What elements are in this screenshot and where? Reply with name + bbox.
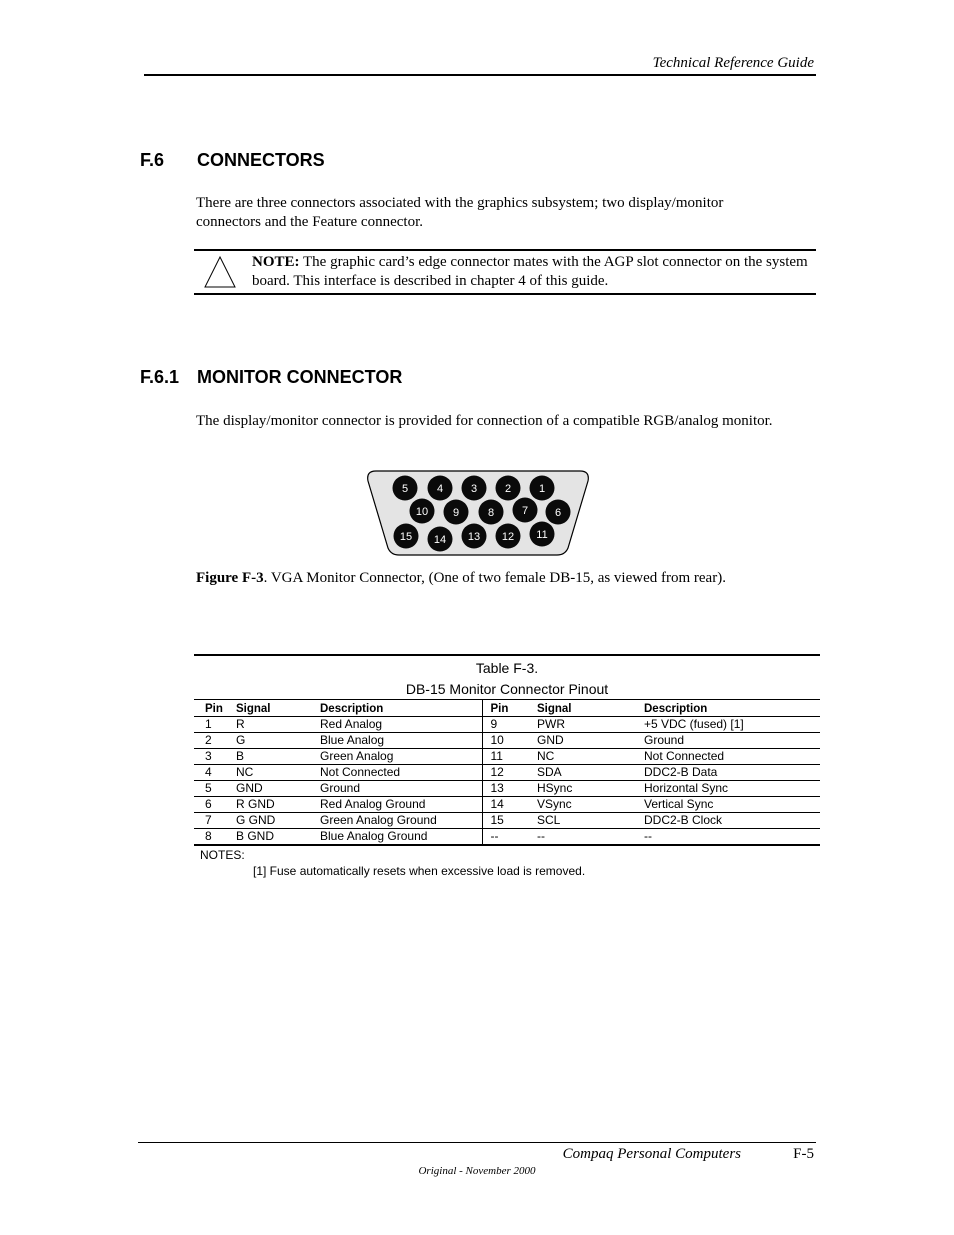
table-cell: +5 VDC (fused) [1] [644, 717, 820, 733]
pin-number: 14 [433, 534, 447, 546]
table-row [194, 829, 820, 846]
pin-number: 4 [436, 483, 444, 495]
table-cell: 13 [482, 781, 537, 797]
note-text [252, 253, 812, 291]
table-row [194, 749, 820, 765]
table-cell: 1 [194, 717, 236, 733]
section-number: F.6 [140, 150, 165, 170]
table-cell: Vertical Sync [644, 797, 820, 813]
table-cell: -- [482, 829, 537, 846]
pinout-grid [194, 699, 820, 846]
footer-company: Compaq Personal Computers [562, 1146, 741, 1162]
table-cell: B GND [236, 829, 320, 846]
table-cell: Not Connected [644, 749, 820, 765]
table-cell: SDA [537, 765, 644, 781]
table-cell: Not Connected [320, 765, 482, 781]
monitor-paragraph: The display/monitor connector is provided for connection of a compatible RGB/analog monitor. [196, 413, 773, 429]
table-cell: GND [537, 733, 644, 749]
table-cell: 8 [194, 829, 236, 846]
table-cell: SCL [537, 813, 644, 829]
table-cell: DDC2-B Data [644, 765, 820, 781]
table-cell: 5 [194, 781, 236, 797]
table-cell: R [236, 717, 320, 733]
table-cell: Blue Analog [320, 733, 482, 749]
table-cell: HSync [537, 781, 644, 797]
footer-rule [138, 1142, 816, 1143]
table-top-rule [194, 654, 820, 656]
col-header: Description [644, 700, 820, 717]
pin-number: 12 [501, 531, 515, 543]
header-rule [144, 74, 816, 76]
table-cell: Horizontal Sync [644, 781, 820, 797]
table-cell: Green Analog Ground [320, 813, 482, 829]
table-cell: Ground [320, 781, 482, 797]
col-header: Signal [236, 700, 320, 717]
table-cell: G [236, 733, 320, 749]
table-cell: VSync [537, 797, 644, 813]
vga-connector-figure [364, 468, 592, 558]
col-header: Signal [537, 700, 644, 717]
subsection-title: MONITOR CONNECTOR [197, 367, 403, 387]
table-cell: -- [537, 829, 644, 846]
table-cell: 14 [482, 797, 537, 813]
table-subtitle: DB-15 Monitor Connector Pinout [405, 681, 609, 697]
pin-number: 2 [504, 483, 512, 495]
notes-label: NOTES: [200, 848, 245, 862]
section-heading [140, 150, 325, 171]
table-cell: NC [236, 765, 320, 781]
note-label: NOTE: [252, 254, 300, 270]
notes-text: [1] Fuse automatically resets when excessive load is removed. [253, 864, 586, 878]
table-cell: 11 [482, 749, 537, 765]
table-cell: Ground [644, 733, 820, 749]
table-cell: 10 [482, 733, 537, 749]
pin-number: 13 [467, 531, 481, 543]
table-cell: Red Analog [320, 717, 482, 733]
table-cell: GND [236, 781, 320, 797]
pin-number: 9 [452, 507, 460, 519]
pin-number: 11 [536, 529, 548, 541]
pin-number: 5 [401, 483, 409, 495]
pinout-table [194, 654, 820, 846]
running-header: Technical Reference Guide [652, 55, 814, 71]
table-row [194, 733, 820, 749]
pin-number: 10 [415, 506, 429, 518]
table-row [194, 717, 820, 733]
table-cell: 2 [194, 733, 236, 749]
table-cell: DDC2-B Clock [644, 813, 820, 829]
table-cell: 3 [194, 749, 236, 765]
table-cell: -- [644, 829, 820, 846]
col-header: Pin [194, 700, 236, 717]
table-row [194, 765, 820, 781]
note-body: The graphic card’s edge connector mates with the AGP slot connector on the system board. This interface is described in chapter 4 of this guide. [252, 254, 808, 289]
table-title: Table F-3. [475, 660, 539, 676]
figure-caption [196, 570, 726, 587]
caution-triangle-icon [203, 255, 237, 289]
pin-number: 1 [538, 483, 546, 495]
figure-text: . VGA Monitor Connector, (One of two female DB-15, as viewed from rear). [263, 570, 726, 586]
table-cell: Red Analog Ground [320, 797, 482, 813]
table-cell: 15 [482, 813, 537, 829]
table-cell: 9 [482, 717, 537, 733]
pin-number: 15 [399, 531, 413, 543]
table-row [194, 781, 820, 797]
page-number: F-5 [793, 1146, 814, 1162]
table-cell: R GND [236, 797, 320, 813]
table-cell: 12 [482, 765, 537, 781]
table-cell: PWR [537, 717, 644, 733]
figure-label: Figure F-3 [196, 570, 264, 586]
pin-number: 3 [470, 483, 478, 495]
table-cell: Blue Analog Ground [320, 829, 482, 846]
table-row [194, 813, 820, 829]
subsection-heading [140, 367, 402, 388]
pin-number: 8 [487, 507, 495, 519]
table-cell: NC [537, 749, 644, 765]
col-header: Description [320, 700, 482, 717]
table-cell: 6 [194, 797, 236, 813]
intro-paragraph: There are three connectors associated with the graphics subsystem; two display/monitor connectors and the Feature connector. [196, 195, 724, 230]
table-cell: 7 [194, 813, 236, 829]
section-title: CONNECTORS [197, 150, 325, 170]
subsection-number: F.6.1 [140, 367, 180, 387]
pin-number: 6 [554, 507, 562, 519]
table-header-row [194, 700, 820, 717]
table-cell: G GND [236, 813, 320, 829]
table-cell: 4 [194, 765, 236, 781]
pin-number: 7 [521, 505, 529, 517]
col-header: Pin [482, 700, 537, 717]
table-cell: Green Analog [320, 749, 482, 765]
table-cell: B [236, 749, 320, 765]
footer-date: Original - November 2000 [418, 1165, 536, 1177]
table-row [194, 797, 820, 813]
